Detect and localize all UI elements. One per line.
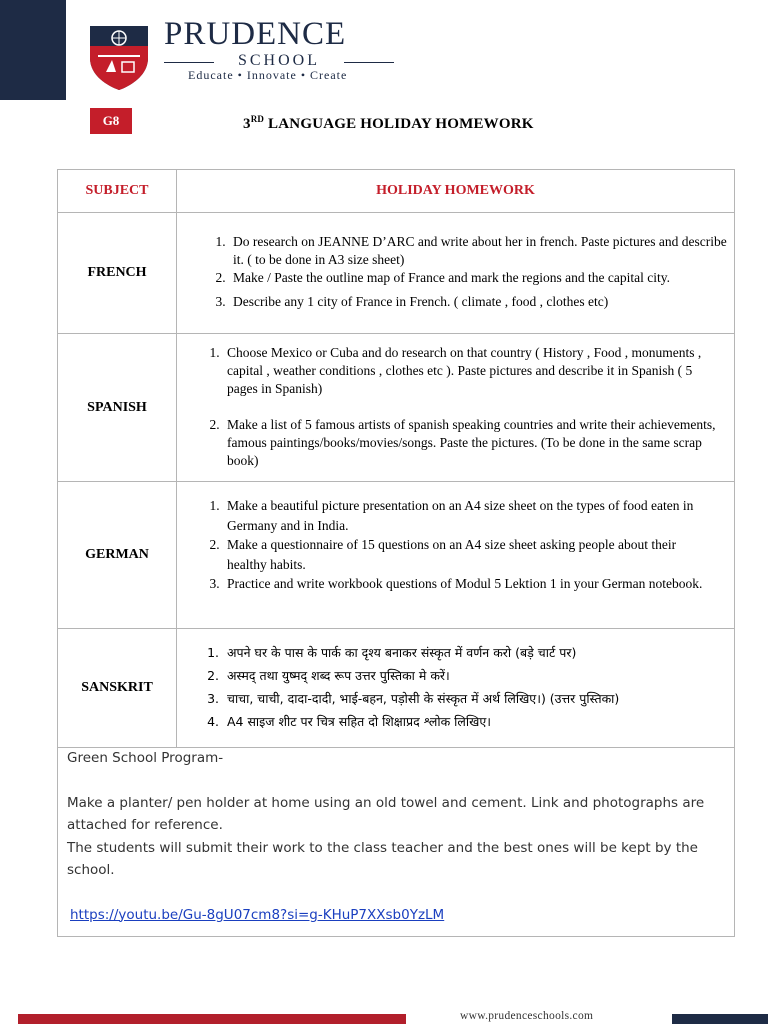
title-prefix: 3 <box>243 116 251 132</box>
page-title <box>243 114 534 133</box>
list-item: 2. Make / Paste the outline map of France and mark the regions and the capital city. <box>229 269 734 287</box>
green-program-heading: Green School Program- <box>67 750 224 766</box>
school-logo <box>84 12 404 87</box>
table-row-sanskrit <box>58 629 734 747</box>
column-header-homework: HOLIDAY HOMEWORK <box>376 183 535 198</box>
homework-cell <box>177 629 734 747</box>
subject-cell: FRENCH <box>58 213 177 333</box>
footer-blue-bar <box>672 1014 768 1024</box>
brand-name: PRUDENCE <box>164 16 347 52</box>
table-row-spanish <box>58 334 734 482</box>
table-row-german <box>58 482 734 629</box>
homework-cell <box>177 482 734 628</box>
list-item: 2. Make a questionnaire of 15 questions on an A4 size sheet asking people about their healthy habits. <box>223 535 714 574</box>
title-superscript: RD <box>250 114 265 124</box>
homework-cell <box>177 334 734 481</box>
footer-website: www.prudenceschools.com <box>460 1010 594 1022</box>
green-program-instructions: Make a planter/ pen holder at home using an old towel and cement. Link and photographs are attached for reference. <box>67 794 705 833</box>
list-item: 2. Make a list of 5 famous artists of spanish speaking countries and write their achievements, famous paintings/books/movies/songs. Paste the pictures. (To be done in the same scrap book) <box>223 416 720 470</box>
list-item: 1. Choose Mexico or Cuba and do research on that country ( History , Food , monuments , capital , weather conditions , clothes etc ). Paste pictures and describe it in Spanish ( 5 pages in Spanish) <box>223 344 720 398</box>
title-text: LANGUAGE HOLIDAY HOMEWORK <box>264 116 534 132</box>
footer-red-bar <box>18 1014 406 1024</box>
green-school-program <box>57 744 735 937</box>
table-header-row <box>58 170 734 213</box>
list-item: 1. Do research on JEANNE D’ARC and write about her in french. Paste pictures and describe it. ( to be done in A3 size sheet) <box>229 233 734 269</box>
list-item: 3. चाचा, चाची, दादा-दादी, भाई-बहन, पड़ोसी के संस्कृत में अर्थ लिखिए।) (उत्तर पुस्तिका) <box>223 687 734 710</box>
homework-table <box>57 169 735 748</box>
list-item: 2. अस्मद् तथा युष्मद् शब्द रूप उत्तर पुस्तिका मे करें। <box>223 664 734 687</box>
list-item: 3. Practice and write workbook questions of Modul 5 Lektion 1 in your German notebook. <box>223 574 714 594</box>
list-item: 3. Describe any 1 city of France in French. ( climate , food , clothes etc) <box>229 293 734 311</box>
brand-tagline: Educate • Innovate • Create <box>188 68 348 82</box>
shield-icon <box>84 22 154 92</box>
grade-badge: G8 <box>90 108 132 134</box>
youtube-link[interactable]: https://youtu.be/Gu-8gU07cm8?si=g-KHuP7XXsb0YzLM <box>70 906 445 923</box>
list-item: 4. A4 साइज शीट पर चित्र सहित दो शिक्षाप्रद श्लोक लिखिए। <box>223 710 734 733</box>
brand-school-word: SCHOOL <box>164 52 394 70</box>
column-header-subject: SUBJECT <box>58 170 177 212</box>
subject-cell: SPANISH <box>58 334 177 481</box>
table-row-french <box>58 213 734 334</box>
list-item: 1. Make a beautiful picture presentation on an A4 size sheet on the types of food eaten in Germany and in India. <box>223 496 714 535</box>
header-corner-bar <box>0 0 66 100</box>
list-item: 1. अपने घर के पास के पार्क का दृश्य बनाकर संस्कृत में वर्णन करो (बड़े चार्ट पर) <box>223 641 734 664</box>
subject-cell: SANSKRIT <box>58 629 177 747</box>
homework-cell <box>177 213 734 333</box>
subject-cell: GERMAN <box>58 482 177 628</box>
green-program-submission: The students will submit their work to the class teacher and the best ones will be kept by the school. <box>67 839 698 878</box>
